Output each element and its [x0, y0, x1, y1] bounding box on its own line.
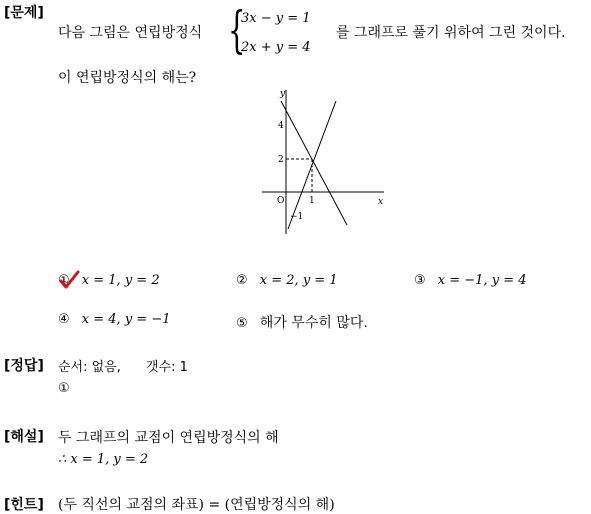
hint-tag: [힌트]	[4, 497, 44, 513]
choice-3-text: x = −1, y = 4	[437, 273, 527, 288]
explanation-line-1: 두 그래프의 교점이 연립방정식의 해	[58, 430, 279, 446]
problem-tag: [문제]	[4, 5, 44, 21]
equation-brace: {	[228, 1, 246, 59]
choice-4-text: x = 4, y = −1	[81, 312, 171, 327]
hint-text: (두 직선의 교점의 좌표) = (연립방정식의 해)	[58, 497, 335, 513]
problem-intro-tail: 를 그래프로 풀기 위하여 그린 것이다.	[336, 25, 566, 41]
tick-y-neg1: −1	[290, 212, 304, 222]
tick-y4: 4	[278, 121, 284, 131]
problem-intro: 다음 그림은 연립방정식	[58, 25, 203, 41]
choice-5[interactable]	[236, 312, 368, 332]
answer-tag: [정답]	[4, 358, 44, 374]
origin-label: O	[277, 196, 285, 206]
answer-count: 갯수: 1	[146, 360, 188, 375]
tick-x1: 1	[309, 196, 315, 206]
explanation-line-2: ∴ x = 1, y = 2	[58, 452, 149, 467]
choice-1-text: x = 1, y = 2	[81, 273, 160, 288]
explanation-tag: [해설]	[4, 429, 44, 445]
problem-question: 이 연립방정식의 해는?	[58, 70, 197, 86]
choice-5-text: 해가 무수히 많다.	[259, 315, 368, 331]
equation-1: 3x − y = 1	[241, 11, 311, 26]
y-axis-label: y	[280, 89, 286, 99]
correct-check-icon	[58, 270, 80, 290]
choice-2-text: x = 2, y = 1	[259, 273, 338, 288]
choice-4[interactable]	[58, 312, 171, 327]
choice-4-number: ④	[58, 312, 70, 327]
equation-2: 2x + y = 4	[241, 40, 311, 55]
graph	[256, 88, 396, 238]
x-axis-label: x	[378, 197, 384, 207]
answer-value: ①	[58, 381, 70, 396]
choice-2-number: ②	[236, 273, 248, 288]
answer-order: 순서: 없음,	[58, 360, 121, 375]
choice-3-number: ③	[414, 273, 426, 288]
tick-y2: 2	[278, 155, 284, 165]
choice-1-number: ①	[58, 273, 70, 288]
choice-5-number: ⑤	[236, 316, 248, 331]
choice-2[interactable]	[236, 273, 338, 288]
choice-3[interactable]	[414, 273, 527, 288]
line-2x-plus-y	[281, 101, 347, 225]
